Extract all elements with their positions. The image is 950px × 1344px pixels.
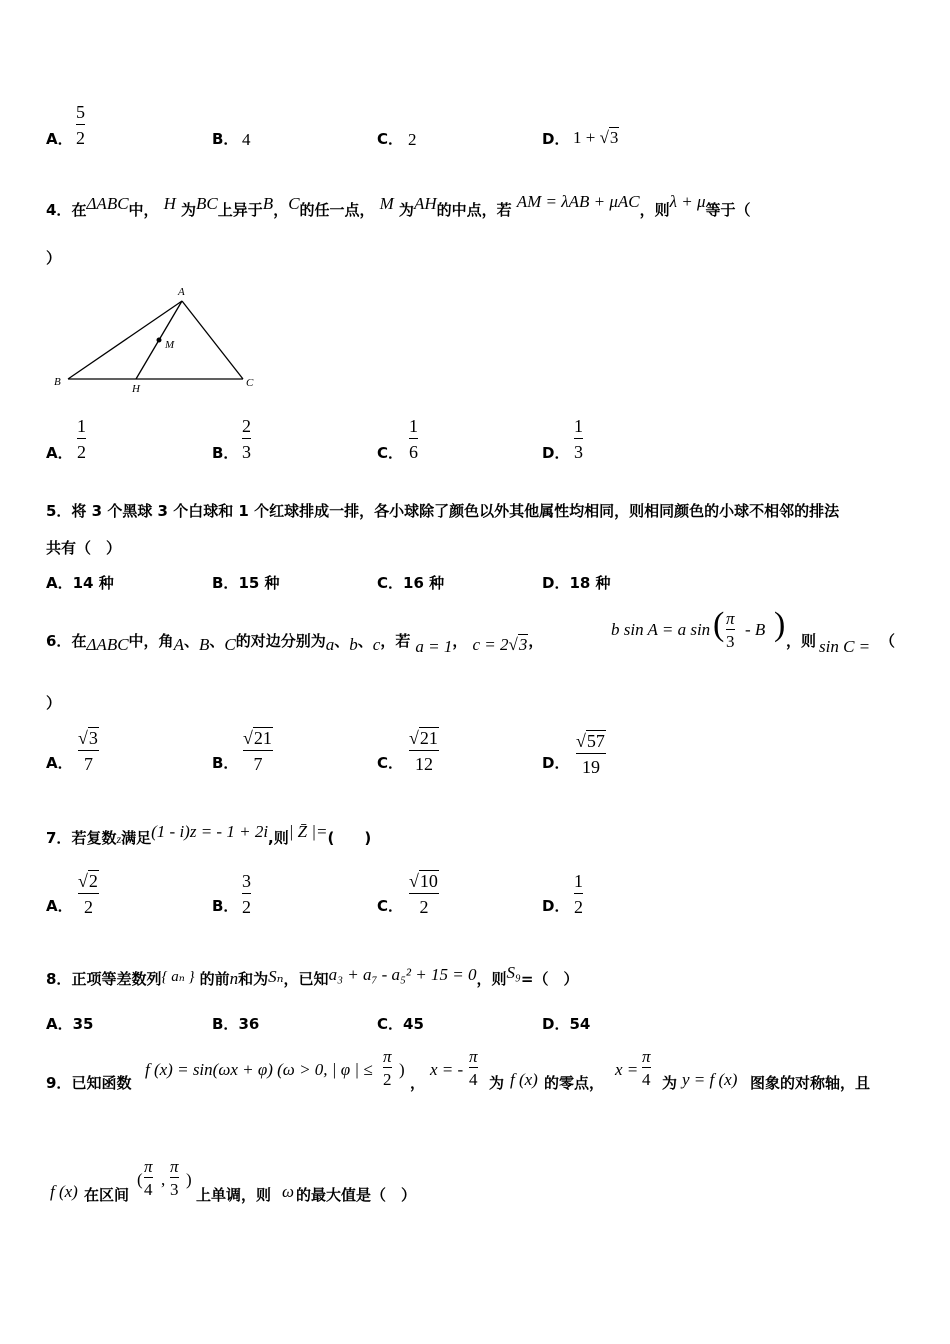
q8-math: Sₙ <box>268 967 284 986</box>
q4-math: M <box>379 194 394 213</box>
label-a: A <box>178 286 185 298</box>
denominator: 3 <box>574 442 583 462</box>
q6-math: A <box>173 635 184 654</box>
q7-option-a-label: A． <box>46 897 73 915</box>
numerator: 2 <box>242 416 251 436</box>
q4-option-c-fraction <box>409 416 418 462</box>
q7-text: ( ) <box>327 829 372 847</box>
q4-math: C <box>288 194 300 213</box>
denominator: 7 <box>83 754 93 774</box>
q4-vector-equation: AM = λAB + μAC <box>516 192 640 211</box>
denominator: 7 <box>253 754 263 774</box>
q6-stem <box>46 630 543 657</box>
denominator: 12 <box>414 754 433 774</box>
q7-math: | Z̄ |= <box>288 822 328 841</box>
q4-option-a-fraction <box>77 416 86 462</box>
q8-number: 8． <box>46 970 72 988</box>
denominator: 19 <box>581 757 600 777</box>
numerator: 3 <box>242 871 251 891</box>
numerator: √2 <box>78 871 98 891</box>
q4-option-a-label: A． <box>46 444 73 462</box>
q3-option-c-label: C． <box>377 130 404 148</box>
q4-stem <box>46 192 751 220</box>
q6-pi-over-3 <box>726 610 735 650</box>
q8-text: =（ ） <box>520 970 579 988</box>
numerator: π <box>726 609 735 628</box>
q7-text: ,则 <box>268 829 289 847</box>
q7-text: 满足 <box>121 829 152 847</box>
q6-math: B <box>198 635 210 654</box>
q5-option-c: C．16 种 <box>377 574 445 592</box>
q5-option-a: A．14 种 <box>46 574 114 592</box>
q9-math: f (x) <box>50 1182 78 1201</box>
q6-text: ，若 <box>380 632 411 650</box>
q4-number: 4． <box>46 201 72 219</box>
q6-math: C <box>224 635 236 654</box>
q6-option-a-fraction <box>78 728 99 774</box>
q7-option-d-label: D． <box>542 897 570 915</box>
q9-text: 为 <box>662 1074 678 1092</box>
denominator: 4 <box>642 1070 651 1089</box>
q7-option-d-fraction <box>574 871 583 917</box>
q6-left-paren: ( <box>713 606 725 643</box>
q4-option-b-label: B． <box>212 444 239 462</box>
q6-text: 的对边分别为 <box>235 632 326 650</box>
q7-option-b-label: B． <box>212 897 239 915</box>
q4-text: 上异于 <box>217 201 263 219</box>
q5-option-d: D．18 种 <box>542 574 611 592</box>
q6-text: 、 <box>334 632 350 650</box>
q6-math: a <box>325 635 335 654</box>
q6-math: a = 1 <box>415 637 453 656</box>
q8-option-a: A．35 <box>46 1015 94 1033</box>
numerator: 1 <box>409 416 418 436</box>
q3-option-d-value: 1 + √3 <box>573 128 619 147</box>
q6-close-paren: ） <box>46 694 62 712</box>
q7-number: 7． <box>46 829 72 847</box>
q6-math: c <box>372 635 381 654</box>
q6-option-c-fraction <box>409 728 439 774</box>
q9-text: 的最大值是（ ） <box>296 1186 417 1204</box>
q8-text: 的前 <box>199 970 230 988</box>
q9-pi-over-2 <box>383 1048 392 1088</box>
q4-text: ， <box>273 201 289 219</box>
q4-option-d-label: D． <box>542 444 570 462</box>
q6-math: b <box>349 635 358 654</box>
q6-option-d-label: D． <box>542 754 570 772</box>
denominator: 2 <box>77 442 86 462</box>
q9-text: 上单调，则 <box>196 1186 272 1204</box>
q4-math: B <box>262 194 274 213</box>
q4-text: 中， <box>128 201 159 219</box>
q6-equation-left: b sin A = a sin <box>611 620 711 639</box>
q4-triangle-figure <box>50 282 270 397</box>
q3-option-a-label: A． <box>46 130 73 148</box>
q3-option-d-label: D． <box>542 130 570 148</box>
q6-option-a-label: A． <box>46 754 73 772</box>
q9-interval-comma: , <box>161 1170 166 1189</box>
q8-text: 正项等差数列 <box>71 970 162 988</box>
q6-minus-b: - B <box>745 620 766 639</box>
q6-option-c-label: C． <box>377 754 404 772</box>
denominator: 3 <box>170 1180 179 1199</box>
q9-text: 的零点， <box>544 1074 605 1092</box>
q4-math: H <box>163 194 176 213</box>
q8-option-c: C．45 <box>377 1015 424 1033</box>
denominator: 4 <box>144 1180 153 1199</box>
numerator: √57 <box>576 731 605 751</box>
q8-equation: a₃ + a₇ - a₅² + 15 = 0 <box>328 965 477 984</box>
numerator: π <box>144 1157 153 1176</box>
q4-math: λ + μ <box>669 192 706 211</box>
q7-equation: (1 - i)z = - 1 + 2i <box>151 822 269 841</box>
q8-text: ，已知 <box>283 970 329 988</box>
q4-option-c-label: C． <box>377 444 404 462</box>
q5-stem-line2: 共有（ ） <box>46 539 122 557</box>
q9-interval-right <box>170 1158 179 1198</box>
q9-text: 在区间 <box>84 1186 130 1204</box>
q9-interval-open: ( <box>137 1170 143 1189</box>
q6-sinc: sin C = <box>819 637 871 656</box>
q9-text: ， <box>410 1074 426 1092</box>
denominator: 4 <box>469 1070 478 1089</box>
denominator: 2 <box>83 897 93 917</box>
label-m: M <box>165 339 175 351</box>
denominator: 2 <box>574 897 583 917</box>
q7-option-a-fraction <box>78 871 99 917</box>
q6-option-b-fraction <box>243 728 273 774</box>
numerator: π <box>469 1047 478 1066</box>
segment-ac <box>182 301 243 379</box>
q4-text: 的中点，若 <box>436 201 512 219</box>
q9-zero-x: x = - <box>430 1060 464 1079</box>
q8-text: 和为 <box>238 970 269 988</box>
q4-text: 的任一点， <box>299 201 375 219</box>
q3-option-b-label: B． <box>212 130 239 148</box>
numerator: √3 <box>78 728 98 748</box>
numerator: √21 <box>243 728 272 748</box>
q7-option-b-fraction <box>242 871 251 917</box>
q9-math: y = f (x) <box>682 1070 738 1089</box>
q6-option-b-label: B． <box>212 754 239 772</box>
q6-text: 、 <box>209 632 225 650</box>
label-h: H <box>132 383 140 395</box>
q9-interval-close: ) <box>186 1170 192 1189</box>
q9-axis-x: x = <box>615 1060 639 1079</box>
q8-text: ，则 <box>476 970 507 988</box>
q8-option-d: D．54 <box>542 1015 591 1033</box>
numerator: π <box>642 1047 651 1066</box>
denominator: 2 <box>419 897 429 917</box>
q6-right-paren: ) <box>774 606 786 643</box>
q9-text: 为 <box>489 1074 505 1092</box>
denominator: 3 <box>726 632 735 651</box>
numerator: 1 <box>77 416 86 436</box>
q4-math: ΔABC <box>86 194 129 213</box>
label-b: B <box>54 376 61 388</box>
q3-a-numerator: 5 <box>76 102 85 122</box>
q4-text: 为 <box>398 201 414 219</box>
q7-text: 若复数 <box>71 829 117 847</box>
numerator: √21 <box>409 728 438 748</box>
label-c: C <box>246 377 254 389</box>
q4-close-paren: ） <box>46 249 62 267</box>
q3-option-c-value: 2 <box>408 130 417 149</box>
q4-math: BC <box>196 194 218 213</box>
q3-option-b-value: 4 <box>242 130 251 149</box>
q5-option-b: B．15 种 <box>212 574 280 592</box>
q7-option-c-label: C． <box>377 897 404 915</box>
point-m <box>157 338 162 343</box>
numerator: π <box>383 1047 392 1066</box>
q6-text: ，则 <box>786 632 817 650</box>
q6-math: ΔABC <box>86 635 129 654</box>
q6-text: 中，角 <box>128 632 174 650</box>
q9-pi-over-4-a <box>469 1048 478 1088</box>
q7-stem <box>46 822 371 848</box>
numerator: √10 <box>409 871 438 891</box>
q9-text: 图象的对称轴，且 <box>750 1074 871 1092</box>
q9-function-def: f (x) = sin(ωx + φ) (ω > 0, | φ | ≤ <box>145 1060 373 1079</box>
q9-close-paren: ) <box>399 1060 405 1079</box>
q3-option-a-fraction <box>76 102 85 148</box>
numerator: 1 <box>574 416 583 436</box>
numerator: π <box>170 1157 179 1176</box>
q5-stem-line1: 5．将 3 个黑球 3 个白球和 1 个红球排成一排，各小球除了颜色以外其他属性均相同，则相同颜色的小球不相邻的排法 <box>46 502 840 520</box>
q8-math: { aₙ } <box>161 969 195 985</box>
q9-number-lead: 9．已知函数 <box>46 1074 132 1092</box>
q4-option-d-fraction <box>574 416 583 462</box>
q6-text: 在 <box>71 632 87 650</box>
denominator: 3 <box>242 442 251 462</box>
q4-text: 等于（ <box>705 201 751 219</box>
q8-option-b: B．36 <box>212 1015 260 1033</box>
q6-text: 、 <box>183 632 199 650</box>
q6-text: （ <box>880 632 896 650</box>
q9-interval-left <box>144 1158 153 1198</box>
q7-option-c-fraction <box>409 871 439 917</box>
q9-pi-over-4-b <box>642 1048 651 1088</box>
q9-math: ω <box>282 1182 295 1201</box>
q8-math: n <box>229 969 239 988</box>
q6-text: ， <box>452 632 468 650</box>
q6-text: 、 <box>357 632 373 650</box>
q4-text: 在 <box>71 201 87 219</box>
q9-math: f (x) <box>510 1070 538 1089</box>
q4-math: AH <box>413 194 437 213</box>
denominator: 2 <box>383 1070 392 1089</box>
q4-option-b-fraction <box>242 416 251 462</box>
q6-c-value: c = 2√3 <box>472 635 528 654</box>
q6-text: ， <box>528 632 544 650</box>
numerator: 1 <box>574 871 583 891</box>
denominator: 6 <box>409 442 418 462</box>
q8-math: S₉ <box>506 963 521 982</box>
q6-option-d-fraction <box>576 731 606 777</box>
q8-stem <box>46 963 578 989</box>
q4-text: 为 <box>181 201 197 219</box>
denominator: 2 <box>242 897 251 917</box>
q3-a-denominator: 2 <box>76 128 85 148</box>
q4-text: ，则 <box>639 201 670 219</box>
q6-number: 6． <box>46 632 72 650</box>
q7-math: z <box>116 832 122 846</box>
